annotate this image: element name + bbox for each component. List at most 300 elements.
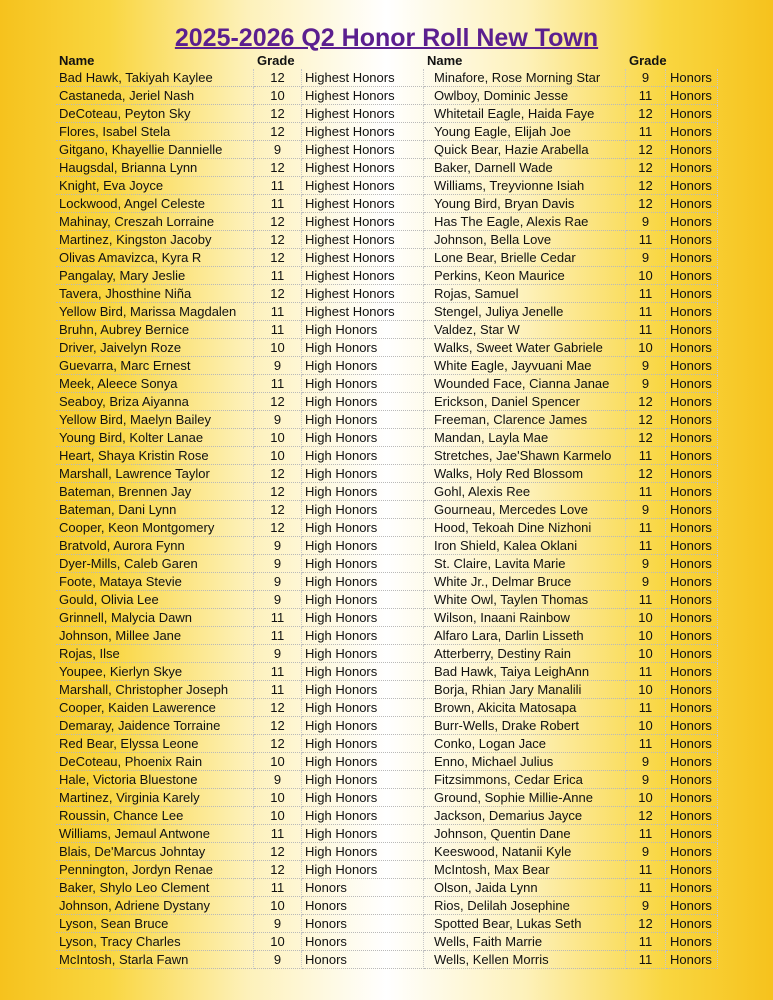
student-grade: 12	[254, 393, 302, 411]
page-title: 2025-2026 Q2 Honor Roll New Town	[174, 24, 599, 52]
table-row	[56, 105, 718, 123]
student-grade: 11	[254, 375, 302, 393]
student-name: Brown, Akicita Matosapa	[424, 699, 626, 717]
honor-level: Honors	[666, 519, 718, 537]
table-row	[56, 393, 718, 411]
student-grade: 9	[254, 591, 302, 609]
honor-level: Honors	[666, 933, 718, 951]
student-name: Fitzsimmons, Cedar Erica	[424, 771, 626, 789]
honor-level: Honors	[302, 879, 424, 897]
student-grade: 9	[626, 501, 666, 519]
student-grade: 10	[254, 789, 302, 807]
honor-level: Highest Honors	[302, 87, 424, 105]
honor-level: Honors	[666, 159, 718, 177]
student-name: St. Claire, Lavita Marie	[424, 555, 626, 573]
honor-level: Honors	[302, 915, 424, 933]
student-name: Bratvold, Aurora Fynn	[56, 537, 254, 555]
honor-level: Honors	[666, 249, 718, 267]
student-grade: 11	[626, 699, 666, 717]
table-row	[56, 447, 718, 465]
honor-level: High Honors	[302, 735, 424, 753]
header-grade-right: Grade	[629, 53, 667, 68]
student-grade: 11	[254, 321, 302, 339]
student-grade: 10	[626, 267, 666, 285]
student-grade: 12	[626, 915, 666, 933]
student-name: Marshall, Lawrence Taylor	[56, 465, 254, 483]
student-name: Wounded Face, Cianna Janae	[424, 375, 626, 393]
student-grade: 11	[626, 879, 666, 897]
student-grade: 11	[626, 933, 666, 951]
honor-level: High Honors	[302, 825, 424, 843]
table-row	[56, 717, 718, 735]
student-name: Bruhn, Aubrey Bernice	[56, 321, 254, 339]
student-name: Gould, Olivia Lee	[56, 591, 254, 609]
student-name: Baker, Darnell Wade	[424, 159, 626, 177]
student-name: Wilson, Inaani Rainbow	[424, 609, 626, 627]
table-row	[56, 807, 718, 825]
student-name: Williams, Treyvionne Isiah	[424, 177, 626, 195]
student-name: Ground, Sophie Millie-Anne	[424, 789, 626, 807]
student-grade: 12	[626, 195, 666, 213]
student-grade: 11	[626, 951, 666, 969]
honor-level: Honors	[666, 771, 718, 789]
table-row	[56, 87, 718, 105]
student-grade: 10	[254, 339, 302, 357]
table-row	[56, 195, 718, 213]
student-name: Perkins, Keon Maurice	[424, 267, 626, 285]
student-grade: 10	[626, 681, 666, 699]
student-grade: 12	[254, 123, 302, 141]
student-name: DeCoteau, Phoenix Rain	[56, 753, 254, 771]
student-name: Seaboy, Briza Aiyanna	[56, 393, 254, 411]
honor-level: High Honors	[302, 555, 424, 573]
student-grade: 10	[254, 429, 302, 447]
student-grade: 12	[626, 393, 666, 411]
table-row	[56, 69, 718, 87]
honor-level: High Honors	[302, 537, 424, 555]
honor-level: Honors	[666, 285, 718, 303]
table-row	[56, 897, 718, 915]
student-name: Olson, Jaida Lynn	[424, 879, 626, 897]
table-row	[56, 681, 718, 699]
student-grade: 11	[254, 195, 302, 213]
student-name: Hood, Tekoah Dine Nizhoni	[424, 519, 626, 537]
student-grade: 12	[254, 159, 302, 177]
honor-level: Honors	[666, 411, 718, 429]
student-grade: 9	[254, 951, 302, 969]
honor-level: Honors	[666, 951, 718, 969]
table-row	[56, 555, 718, 573]
student-name: Lone Bear, Brielle Cedar	[424, 249, 626, 267]
student-name: Castaneda, Jeriel Nash	[56, 87, 254, 105]
honor-level: Highest Honors	[302, 231, 424, 249]
student-name: Owlboy, Dominic Jesse	[424, 87, 626, 105]
student-grade: 12	[626, 159, 666, 177]
honor-level: Honors	[666, 537, 718, 555]
student-name: McIntosh, Max Bear	[424, 861, 626, 879]
student-name: Gourneau, Mercedes Love	[424, 501, 626, 519]
honor-level: High Honors	[302, 339, 424, 357]
honor-level: Honors	[666, 69, 718, 87]
student-grade: 9	[254, 771, 302, 789]
student-name: Dyer-Mills, Caleb Garen	[56, 555, 254, 573]
honor-level: High Honors	[302, 861, 424, 879]
student-grade: 10	[626, 645, 666, 663]
honor-level: Highest Honors	[302, 105, 424, 123]
student-grade: 11	[626, 123, 666, 141]
honor-level: Honors	[666, 483, 718, 501]
table-row	[56, 429, 718, 447]
header-honor-left	[302, 52, 424, 69]
header-honor-right	[666, 52, 718, 69]
table-row	[56, 159, 718, 177]
student-grade: 10	[254, 87, 302, 105]
student-grade: 10	[626, 339, 666, 357]
table-row	[56, 789, 718, 807]
student-grade: 9	[626, 573, 666, 591]
student-name: White Owl, Taylen Thomas	[424, 591, 626, 609]
student-grade: 11	[254, 627, 302, 645]
table-row	[56, 753, 718, 771]
student-grade: 12	[254, 285, 302, 303]
student-grade: 9	[254, 357, 302, 375]
student-name: Haugsdal, Brianna Lynn	[56, 159, 254, 177]
student-grade: 11	[626, 303, 666, 321]
student-grade: 12	[254, 465, 302, 483]
honor-level: High Honors	[302, 591, 424, 609]
table-row	[56, 213, 718, 231]
student-grade: 11	[626, 447, 666, 465]
table-row	[56, 321, 718, 339]
student-grade: 12	[254, 735, 302, 753]
student-name: Rios, Delilah Josephine	[424, 897, 626, 915]
student-grade: 9	[626, 69, 666, 87]
student-grade: 12	[254, 843, 302, 861]
student-name: DeCoteau, Peyton Sky	[56, 105, 254, 123]
student-name: Johnson, Millee Jane	[56, 627, 254, 645]
honor-level: Highest Honors	[302, 303, 424, 321]
honor-level: Honors	[666, 555, 718, 573]
student-grade: 12	[254, 213, 302, 231]
table-header	[56, 52, 718, 69]
honor-level: Honors	[666, 105, 718, 123]
table-row	[56, 267, 718, 285]
student-grade: 11	[254, 177, 302, 195]
honor-level: High Honors	[302, 771, 424, 789]
honor-level: Honors	[666, 141, 718, 159]
student-name: Mandan, Layla Mae	[424, 429, 626, 447]
student-name: Keeswood, Natanii Kyle	[424, 843, 626, 861]
student-grade: 12	[254, 501, 302, 519]
student-name: Borja, Rhian Jary Manalili	[424, 681, 626, 699]
student-grade: 9	[626, 843, 666, 861]
honor-level: Honors	[666, 573, 718, 591]
honor-level: Honors	[666, 735, 718, 753]
honor-level: Honors	[666, 861, 718, 879]
honor-level: Honors	[666, 789, 718, 807]
student-name: Rojas, Ilse	[56, 645, 254, 663]
student-name: Freeman, Clarence James	[424, 411, 626, 429]
student-name: Rojas, Samuel	[424, 285, 626, 303]
student-grade: 10	[254, 807, 302, 825]
honor-level: Honors	[666, 303, 718, 321]
honor-level: Honors	[666, 609, 718, 627]
student-grade: 9	[626, 771, 666, 789]
student-grade: 11	[626, 825, 666, 843]
honor-level: High Honors	[302, 807, 424, 825]
student-name: Johnson, Bella Love	[424, 231, 626, 249]
table-row	[56, 411, 718, 429]
honor-level: Highest Honors	[302, 177, 424, 195]
student-grade: 10	[626, 789, 666, 807]
honor-level: High Honors	[302, 465, 424, 483]
honor-level: Honors	[666, 591, 718, 609]
honor-level: Honors	[666, 717, 718, 735]
student-name: Bateman, Brennen Jay	[56, 483, 254, 501]
student-name: Martinez, Virginia Karely	[56, 789, 254, 807]
table-row	[56, 861, 718, 879]
student-name: Stretches, Jae'Shawn Karmelo	[424, 447, 626, 465]
table-body	[56, 69, 718, 969]
honor-level: Honors	[666, 663, 718, 681]
student-grade: 11	[626, 87, 666, 105]
student-name: Foote, Mataya Stevie	[56, 573, 254, 591]
student-grade: 9	[626, 249, 666, 267]
student-name: Spotted Bear, Lukas Seth	[424, 915, 626, 933]
student-grade: 12	[254, 519, 302, 537]
student-grade: 12	[254, 231, 302, 249]
student-grade: 12	[626, 105, 666, 123]
table-row	[56, 339, 718, 357]
honor-level: Honors	[666, 897, 718, 915]
student-grade: 9	[626, 753, 666, 771]
student-grade: 12	[254, 483, 302, 501]
student-grade: 9	[626, 555, 666, 573]
honor-level: Honors	[666, 879, 718, 897]
student-name: Demaray, Jaidence Torraine	[56, 717, 254, 735]
table-row	[56, 627, 718, 645]
honor-level: Honors	[666, 195, 718, 213]
student-grade: 9	[254, 915, 302, 933]
honor-level: Highest Honors	[302, 267, 424, 285]
table-row	[56, 771, 718, 789]
honor-level: High Honors	[302, 483, 424, 501]
student-grade: 12	[254, 861, 302, 879]
student-name: Pangalay, Mary Jeslie	[56, 267, 254, 285]
student-name: Young Bird, Kolter Lanae	[56, 429, 254, 447]
student-name: White Eagle, Jayvuani Mae	[424, 357, 626, 375]
student-name: Bad Hawk, Takiyah Kaylee	[56, 69, 254, 87]
table-row	[56, 483, 718, 501]
student-grade: 9	[254, 573, 302, 591]
honor-level: Honors	[666, 645, 718, 663]
student-name: Conko, Logan Jace	[424, 735, 626, 753]
table-row	[56, 843, 718, 861]
student-grade: 11	[254, 609, 302, 627]
honor-level: Honors	[666, 321, 718, 339]
student-name: Heart, Shaya Kristin Rose	[56, 447, 254, 465]
student-grade: 12	[254, 69, 302, 87]
student-name: Yellow Bird, Maelyn Bailey	[56, 411, 254, 429]
student-grade: 11	[626, 861, 666, 879]
student-name: McIntosh, Starla Fawn	[56, 951, 254, 969]
honor-level: Honors	[666, 465, 718, 483]
student-name: Lyson, Tracy Charles	[56, 933, 254, 951]
honor-level: Honors	[666, 825, 718, 843]
student-name: Guevarra, Marc Ernest	[56, 357, 254, 375]
honor-level: Honors	[666, 447, 718, 465]
student-grade: 9	[254, 645, 302, 663]
honor-level: Honors	[666, 681, 718, 699]
student-grade: 9	[254, 411, 302, 429]
honor-level: High Honors	[302, 645, 424, 663]
table-row	[56, 501, 718, 519]
table-row	[56, 591, 718, 609]
student-name: Jackson, Demarius Jayce	[424, 807, 626, 825]
student-name: White Jr., Delmar Bruce	[424, 573, 626, 591]
student-grade: 11	[254, 681, 302, 699]
table-row	[56, 537, 718, 555]
student-name: Young Eagle, Elijah Joe	[424, 123, 626, 141]
student-name: Has The Eagle, Alexis Rae	[424, 213, 626, 231]
student-name: Mahinay, Creszah Lorraine	[56, 213, 254, 231]
student-grade: 12	[626, 141, 666, 159]
honor-level: Honors	[666, 699, 718, 717]
honor-level: High Honors	[302, 375, 424, 393]
student-name: Marshall, Christopher Joseph	[56, 681, 254, 699]
student-grade: 9	[254, 141, 302, 159]
honor-level: High Honors	[302, 609, 424, 627]
header-name-right: Name	[427, 53, 463, 68]
student-grade: 11	[254, 267, 302, 285]
honor-level: Highest Honors	[302, 123, 424, 141]
student-name: Bateman, Dani Lynn	[56, 501, 254, 519]
student-grade: 12	[626, 411, 666, 429]
student-name: Gohl, Alexis Ree	[424, 483, 626, 501]
header-grade-left: Grade	[257, 53, 295, 68]
student-grade: 12	[626, 177, 666, 195]
student-grade: 11	[626, 285, 666, 303]
table-row	[56, 573, 718, 591]
honor-level: Honors	[302, 951, 424, 969]
table-row	[56, 357, 718, 375]
student-name: Stengel, Juliya Jenelle	[424, 303, 626, 321]
student-grade: 10	[254, 447, 302, 465]
student-grade: 12	[626, 429, 666, 447]
student-grade: 11	[254, 303, 302, 321]
honor-level: Honors	[302, 933, 424, 951]
student-name: Walks, Sweet Water Gabriele	[424, 339, 626, 357]
student-name: Cooper, Kaiden Lawerence	[56, 699, 254, 717]
student-grade: 11	[626, 519, 666, 537]
honor-level: Honors	[666, 177, 718, 195]
student-grade: 11	[626, 321, 666, 339]
honor-level: Honors	[666, 123, 718, 141]
student-grade: 11	[626, 537, 666, 555]
student-grade: 11	[626, 735, 666, 753]
table-row	[56, 915, 718, 933]
honor-level: High Honors	[302, 681, 424, 699]
honor-level: High Honors	[302, 321, 424, 339]
student-name: Cooper, Keon Montgomery	[56, 519, 254, 537]
student-grade: 10	[254, 933, 302, 951]
honor-level: High Honors	[302, 519, 424, 537]
table-row	[56, 879, 718, 897]
honor-level: High Honors	[302, 699, 424, 717]
student-name: Minafore, Rose Morning Star	[424, 69, 626, 87]
honor-level: Highest Honors	[302, 285, 424, 303]
honor-roll-table	[56, 52, 718, 969]
student-name: Flores, Isabel Stela	[56, 123, 254, 141]
student-grade: 11	[626, 663, 666, 681]
table-row	[56, 303, 718, 321]
honor-level: Honors	[666, 375, 718, 393]
honor-level: High Honors	[302, 789, 424, 807]
student-grade: 10	[254, 897, 302, 915]
student-grade: 10	[626, 609, 666, 627]
student-name: Erickson, Daniel Spencer	[424, 393, 626, 411]
student-grade: 9	[626, 897, 666, 915]
table-row	[56, 699, 718, 717]
student-name: Enno, Michael Julius	[424, 753, 626, 771]
honor-level: High Honors	[302, 843, 424, 861]
student-name: Iron Shield, Kalea Oklani	[424, 537, 626, 555]
student-name: Roussin, Chance Lee	[56, 807, 254, 825]
student-grade: 11	[254, 663, 302, 681]
table-row	[56, 141, 718, 159]
honor-level: Honors	[666, 393, 718, 411]
honor-level: High Honors	[302, 447, 424, 465]
student-grade: 12	[626, 807, 666, 825]
student-grade: 12	[254, 105, 302, 123]
student-name: Lockwood, Angel Celeste	[56, 195, 254, 213]
student-name: Johnson, Adriene Dystany	[56, 897, 254, 915]
student-grade: 12	[254, 249, 302, 267]
student-name: Burr-Wells, Drake Robert	[424, 717, 626, 735]
honor-level: High Honors	[302, 357, 424, 375]
student-name: Grinnell, Malycia Dawn	[56, 609, 254, 627]
table-row	[56, 285, 718, 303]
student-grade: 10	[626, 717, 666, 735]
table-row	[56, 735, 718, 753]
table-row	[56, 645, 718, 663]
student-name: Bad Hawk, Taiya LeighAnn	[424, 663, 626, 681]
table-row	[56, 231, 718, 249]
honor-level: Honors	[666, 213, 718, 231]
student-name: Yellow Bird, Marissa Magdalen	[56, 303, 254, 321]
student-name: Quick Bear, Hazie Arabella	[424, 141, 626, 159]
student-name: Lyson, Sean Bruce	[56, 915, 254, 933]
honor-level: Highest Honors	[302, 249, 424, 267]
student-name: Knight, Eva Joyce	[56, 177, 254, 195]
student-name: Whitetail Eagle, Haida Faye	[424, 105, 626, 123]
honor-level: Honors	[666, 753, 718, 771]
table-row	[56, 519, 718, 537]
table-row	[56, 123, 718, 141]
honor-level: Highest Honors	[302, 195, 424, 213]
honor-level: High Honors	[302, 753, 424, 771]
table-row	[56, 609, 718, 627]
honor-level: Honors	[666, 627, 718, 645]
student-name: Williams, Jemaul Antwone	[56, 825, 254, 843]
honor-level: Highest Honors	[302, 69, 424, 87]
student-grade: 10	[626, 627, 666, 645]
student-name: Youpee, Kierlyn Skye	[56, 663, 254, 681]
honor-level: Honors	[666, 339, 718, 357]
student-grade: 11	[626, 591, 666, 609]
header-name-left: Name	[59, 53, 95, 68]
student-grade: 9	[254, 537, 302, 555]
